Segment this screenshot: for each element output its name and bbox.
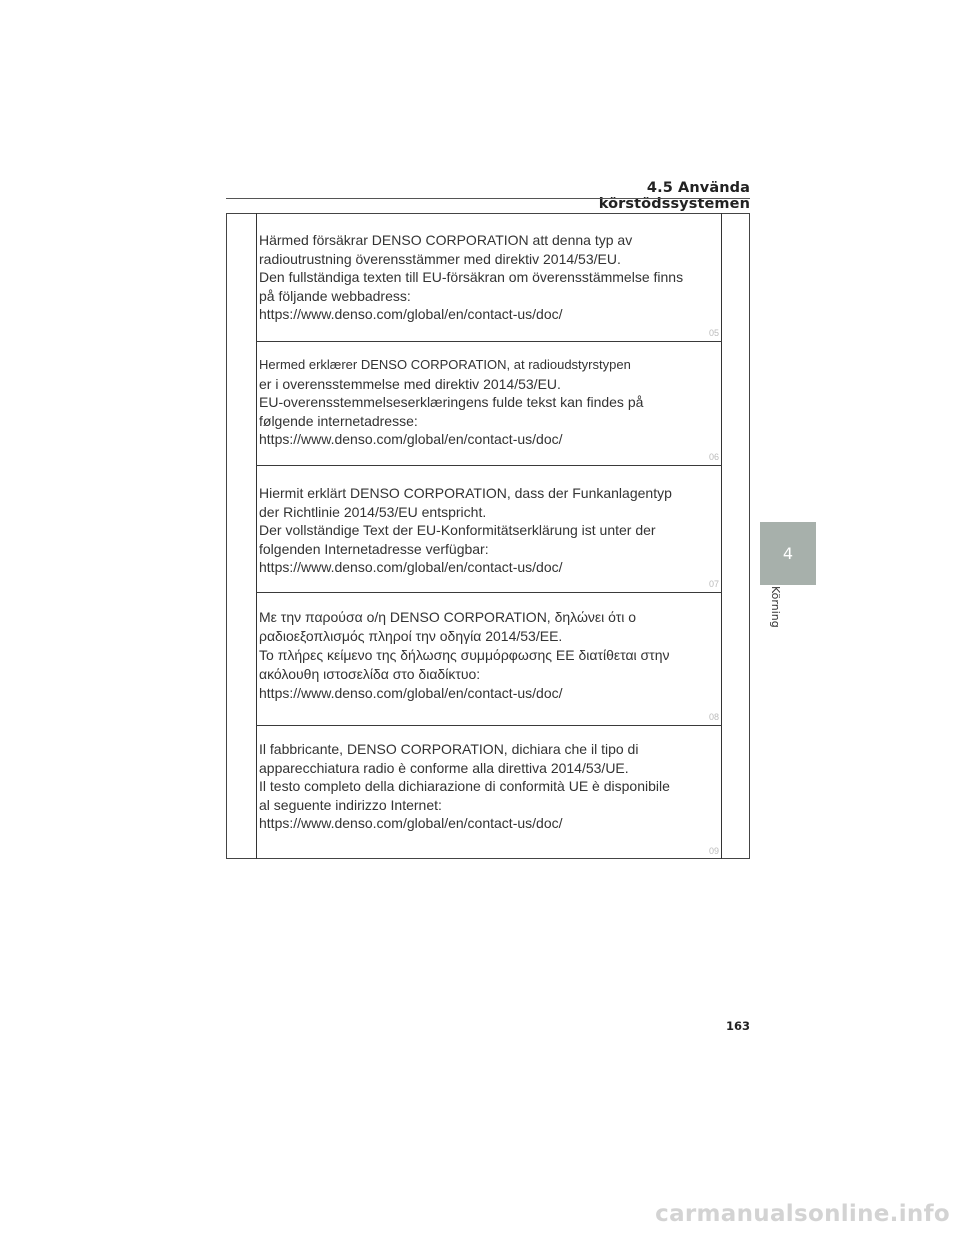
text-line: Το πλήρες κείμενο της δήλωσης συμμόρφωσης ΕΕ διατίθεται στην (259, 647, 670, 663)
declaration-url: https://www.denso.com/global/en/contact-us/doc/ (259, 815, 563, 831)
text-line: Der vollständige Text der EU-Konformitätserklärung ist unter der (259, 522, 656, 538)
declaration-swedish (256, 213, 722, 342)
declaration-danish (256, 342, 722, 466)
text-line: følgende internetadresse: (259, 412, 418, 429)
chapter-tab (760, 522, 816, 585)
text-line: ραδιοεξοπλισμός πληροί την οδηγία 2014/53/ΕΕ. (259, 628, 563, 644)
chapter-number: 4 (782, 544, 794, 563)
declaration-greek (256, 593, 722, 726)
text-line: er i overensstemmelse med direktiv 2014/53/EU. (259, 375, 561, 392)
section-title: 4.5 Använda körstödssystemen (598, 180, 750, 212)
text-line: Hiermit erklärt DENSO CORPORATION, dass der Funkanlagentyp (259, 485, 672, 501)
declaration-german (256, 466, 722, 593)
block-code: 09 (708, 846, 719, 856)
chapter-label: Körning (769, 586, 782, 628)
declaration-italian (256, 726, 722, 859)
text-line: al seguente indirizzo Internet: (259, 796, 442, 813)
text-line: Härmed försäkrar DENSO CORPORATION att denna typ av (259, 232, 633, 248)
declaration-text (259, 356, 714, 449)
header-rule (226, 198, 750, 199)
text-line: Il fabbricante, DENSO CORPORATION, dichiara che il tipo di (259, 741, 639, 757)
declaration-url: https://www.denso.com/global/en/contact-us/doc/ (259, 559, 563, 575)
block-code: 08 (708, 712, 719, 722)
declaration-url: https://www.denso.com/global/en/contact-us/doc/ (259, 306, 563, 322)
block-code: 07 (708, 579, 719, 589)
block-code: 06 (708, 452, 719, 462)
declaration-url: https://www.denso.com/global/en/contact-us/doc/ (259, 685, 563, 701)
text-line: Hermed erklærer DENSO CORPORATION, at radioudstyrstypen (259, 357, 631, 372)
watermark: carmanualsonline.info (655, 1201, 950, 1227)
text-line: apparecchiatura radio è conforme alla direttiva 2014/53/UE. (259, 759, 629, 776)
block-code: 05 (708, 328, 719, 338)
text-line: Με την παρούσα ο/η DENSO CORPORATION, δηλώνει ότι ο (259, 609, 637, 625)
declaration-url: https://www.denso.com/global/en/contact-us/doc/ (259, 431, 563, 447)
text-line: radioutrustning överensstämmer med direktiv 2014/53/EU. (259, 250, 621, 267)
text-line: på följande webbadress: (259, 287, 411, 304)
page-number: 163 (725, 1019, 750, 1033)
text-line: EU-overensstemmelseserklæringens fulde tekst kan findes på (259, 394, 644, 410)
declaration-text (259, 608, 714, 703)
declaration-text (259, 740, 714, 833)
text-line: Il testo completo della dichiarazione di conformità UE è disponibile (259, 778, 670, 794)
text-line: der Richtlinie 2014/53/EU entspricht. (259, 503, 487, 520)
text-line: ακόλουθη ιστοσελίδα στο διαδίκτυο: (259, 666, 481, 682)
text-line: folgenden Internetadresse verfügbar: (259, 540, 489, 557)
declaration-text (259, 484, 714, 577)
text-line: Den fullständiga texten till EU-försäkran om överensstämmelse finns (259, 269, 684, 285)
declaration-text (259, 231, 714, 324)
